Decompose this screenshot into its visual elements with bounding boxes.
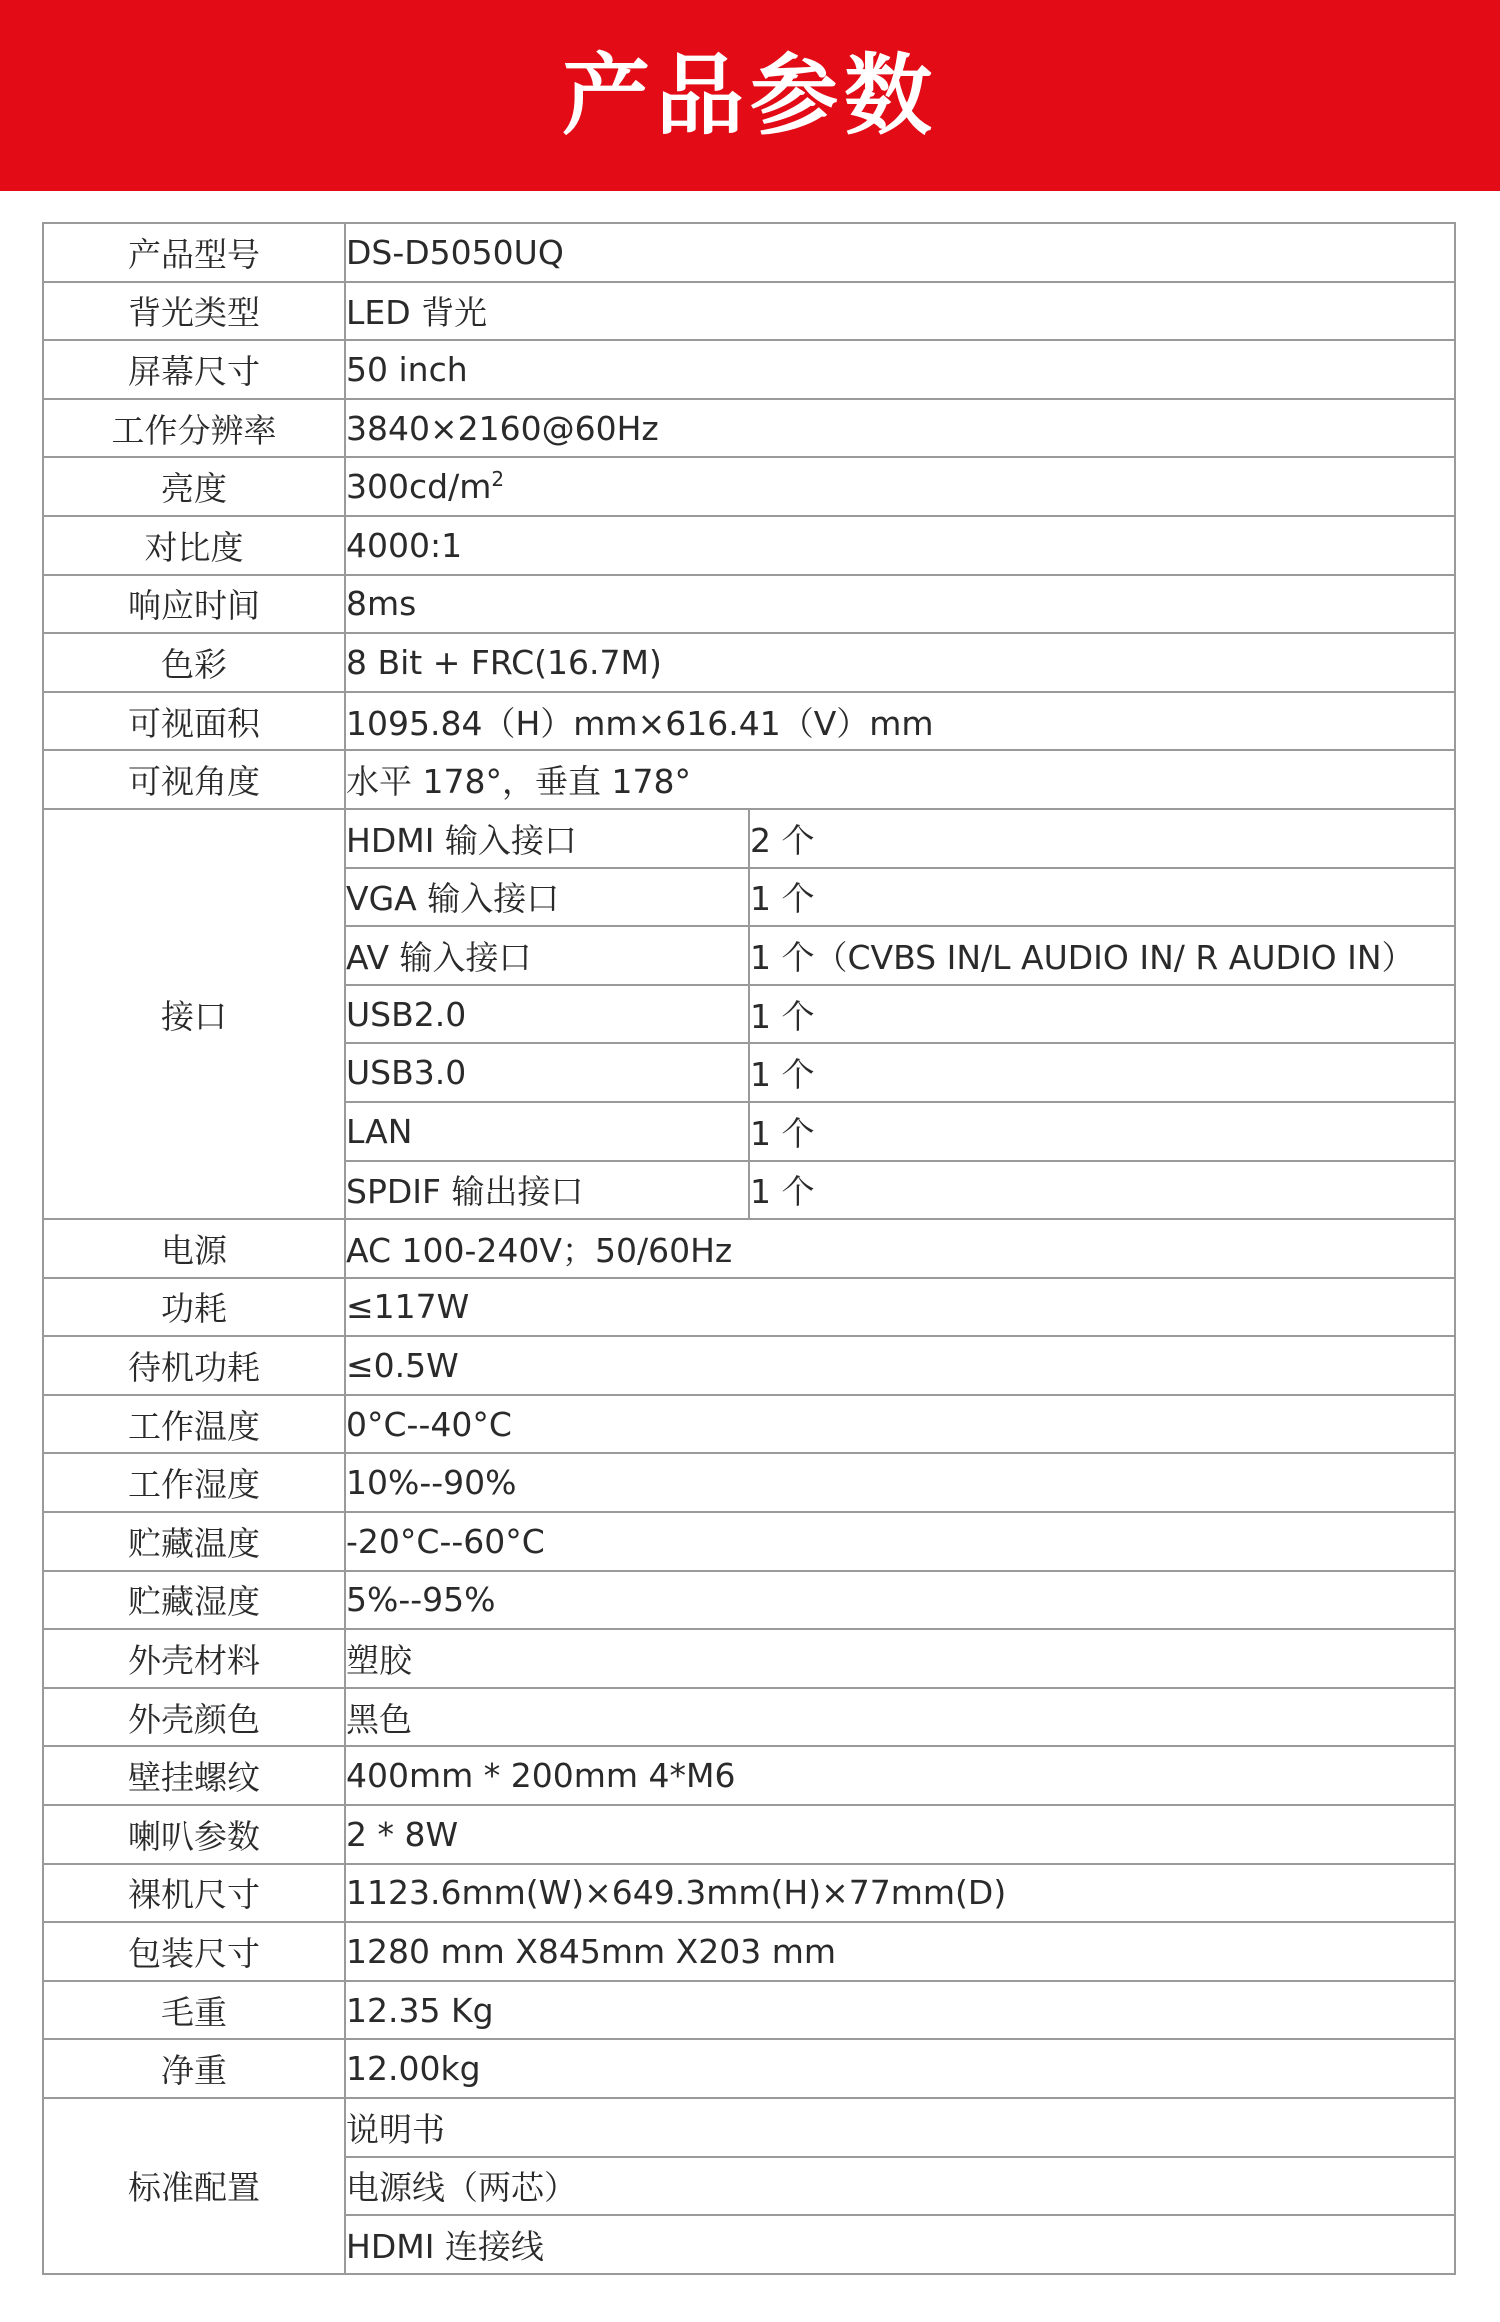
spec-value xyxy=(345,1746,1455,1805)
spec-value-text: 4000:1 xyxy=(346,525,463,565)
spec-value xyxy=(345,340,1455,399)
spec-row xyxy=(43,1922,1455,1981)
spec-value-text: 12.35 Kg xyxy=(346,1990,494,2030)
spec-value xyxy=(345,516,1455,575)
port-row xyxy=(43,809,1455,868)
spec-value-text: 5%--95% xyxy=(346,1580,496,1620)
spec-row xyxy=(43,575,1455,634)
spec-sheet xyxy=(42,222,1456,2322)
spec-row xyxy=(43,223,1455,282)
spec-value xyxy=(345,1512,1455,1571)
spec-label: 色彩 xyxy=(43,633,345,692)
spec-label: 待机功耗 xyxy=(43,1336,345,1395)
spec-value xyxy=(345,750,1455,809)
spec-value-text: 2 * 8W xyxy=(346,1814,459,1854)
spec-row xyxy=(43,340,1455,399)
spec-value xyxy=(345,1688,1455,1747)
spec-label: 贮藏温度 xyxy=(43,1512,345,1571)
spec-row xyxy=(43,1278,1455,1337)
spec-value xyxy=(345,1336,1455,1395)
port-name: LAN xyxy=(345,1102,749,1161)
spec-value xyxy=(345,282,1455,341)
spec-value xyxy=(345,1219,1455,1278)
spec-row xyxy=(43,1864,1455,1923)
spec-label: 产品型号 xyxy=(43,223,345,282)
spec-row xyxy=(43,633,1455,692)
spec-value-text: ≤0.5W xyxy=(346,1346,459,1386)
port-count: 1 个 xyxy=(749,868,1455,927)
spec-row xyxy=(43,1395,1455,1454)
spec-row xyxy=(43,692,1455,751)
spec-label: 贮藏湿度 xyxy=(43,1571,345,1630)
spec-label: 功耗 xyxy=(43,1278,345,1337)
spec-label: 外壳材料 xyxy=(43,1629,345,1688)
spec-row xyxy=(43,750,1455,809)
spec-row xyxy=(43,1981,1455,2040)
spec-value xyxy=(345,399,1455,458)
ports-label: 接口 xyxy=(43,809,345,1219)
spec-value-text: AC 100-240V；50/60Hz xyxy=(346,1230,733,1270)
spec-label: 毛重 xyxy=(43,1981,345,2040)
port-name: SPDIF 输出接口 xyxy=(345,1161,749,1220)
spec-value xyxy=(345,1395,1455,1454)
spec-row xyxy=(43,2039,1455,2098)
spec-value-text: 0°C--40°C xyxy=(346,1404,512,1444)
spec-value-text: 3840×2160@60Hz xyxy=(346,408,659,448)
spec-label: 包装尺寸 xyxy=(43,1922,345,1981)
accessory-row xyxy=(43,2098,1455,2157)
accessory-item: 说明书 xyxy=(345,2098,1455,2157)
spec-value xyxy=(345,1922,1455,1981)
spec-label: 可视面积 xyxy=(43,692,345,751)
spec-label: 外壳颜色 xyxy=(43,1688,345,1747)
port-count: 1 个 xyxy=(749,1102,1455,1161)
spec-label: 亮度 xyxy=(43,457,345,516)
spec-label: 屏幕尺寸 xyxy=(43,340,345,399)
header-banner xyxy=(0,0,1500,191)
spec-row xyxy=(43,457,1455,516)
spec-value xyxy=(345,223,1455,282)
spec-label: 裸机尺寸 xyxy=(43,1864,345,1923)
spec-value-text: 水平 178°，垂直 178° xyxy=(346,762,691,802)
spec-value xyxy=(345,2039,1455,2098)
port-count: 1 个 xyxy=(749,1043,1455,1102)
spec-row xyxy=(43,1805,1455,1864)
spec-value-text: 300cd/m xyxy=(346,467,492,507)
port-count: 1 个（CVBS IN/L AUDIO IN/ R AUDIO IN） xyxy=(749,926,1455,985)
spec-label: 响应时间 xyxy=(43,575,345,634)
spec-label: 背光类型 xyxy=(43,282,345,341)
spec-value-text: 50 inch xyxy=(346,349,468,389)
accessory-item: HDMI 连接线 xyxy=(345,2215,1455,2274)
spec-value-text: 塑胶 xyxy=(346,1641,412,1681)
spec-label: 可视角度 xyxy=(43,750,345,809)
spec-value xyxy=(345,1864,1455,1923)
spec-label: 对比度 xyxy=(43,516,345,575)
spec-row xyxy=(43,1746,1455,1805)
spec-value-text: 1123.6mm(W)×649.3mm(H)×77mm(D) xyxy=(346,1873,1007,1913)
port-name: USB2.0 xyxy=(345,985,749,1044)
spec-value xyxy=(345,1629,1455,1688)
spec-row xyxy=(43,399,1455,458)
port-name: AV 输入接口 xyxy=(345,926,749,985)
spec-value-text: DS-D5050UQ xyxy=(346,232,564,272)
spec-value xyxy=(345,633,1455,692)
spec-value xyxy=(345,457,1455,516)
spec-row xyxy=(43,1688,1455,1747)
spec-value xyxy=(345,575,1455,634)
port-name: USB3.0 xyxy=(345,1043,749,1102)
spec-label: 工作湿度 xyxy=(43,1453,345,1512)
spec-value xyxy=(345,1278,1455,1337)
spec-value-text: ≤117W xyxy=(346,1287,470,1327)
spec-row xyxy=(43,1453,1455,1512)
spec-value-text: 1280 mm X845mm X203 mm xyxy=(346,1932,837,1972)
spec-label: 工作温度 xyxy=(43,1395,345,1454)
page-title: 产品参数 xyxy=(561,43,938,147)
spec-label: 壁挂螺纹 xyxy=(43,1746,345,1805)
accessory-item: 电源线（两芯） xyxy=(345,2157,1455,2216)
spec-table-body xyxy=(43,223,1455,2274)
spec-label: 工作分辨率 xyxy=(43,399,345,458)
spec-label: 净重 xyxy=(43,2039,345,2098)
spec-row xyxy=(43,282,1455,341)
spec-table xyxy=(42,222,1456,2275)
spec-value-text: LED 背光 xyxy=(346,293,488,333)
accessories-label: 标准配置 xyxy=(43,2098,345,2274)
spec-value xyxy=(345,1805,1455,1864)
spec-value-text: 400mm * 200mm 4*M6 xyxy=(346,1756,736,1796)
port-name: VGA 输入接口 xyxy=(345,868,749,927)
port-count: 1 个 xyxy=(749,1161,1455,1220)
spec-row xyxy=(43,1336,1455,1395)
spec-value xyxy=(345,1981,1455,2040)
spec-value-text: 1095.84（H）mm×616.41（V）mm xyxy=(346,703,934,743)
spec-row xyxy=(43,516,1455,575)
spec-label: 喇叭参数 xyxy=(43,1805,345,1864)
superscript: 2 xyxy=(491,467,505,492)
port-count: 2 个 xyxy=(749,809,1455,868)
spec-row xyxy=(43,1219,1455,1278)
spec-value-text: 黑色 xyxy=(346,1699,412,1739)
spec-value xyxy=(345,1571,1455,1630)
spec-value-text: 10%--90% xyxy=(346,1463,517,1503)
spec-row xyxy=(43,1571,1455,1630)
spec-label: 电源 xyxy=(43,1219,345,1278)
spec-row xyxy=(43,1629,1455,1688)
spec-value-text: 12.00kg xyxy=(346,2049,481,2089)
port-name: HDMI 输入接口 xyxy=(345,809,749,868)
spec-value-text: 8 Bit + FRC(16.7M) xyxy=(346,642,662,682)
spec-value-text: -20°C--60°C xyxy=(346,1521,545,1561)
spec-value xyxy=(345,692,1455,751)
spec-value xyxy=(345,1453,1455,1512)
spec-value-text: 8ms xyxy=(346,584,417,624)
spec-row xyxy=(43,1512,1455,1571)
port-count: 1 个 xyxy=(749,985,1455,1044)
